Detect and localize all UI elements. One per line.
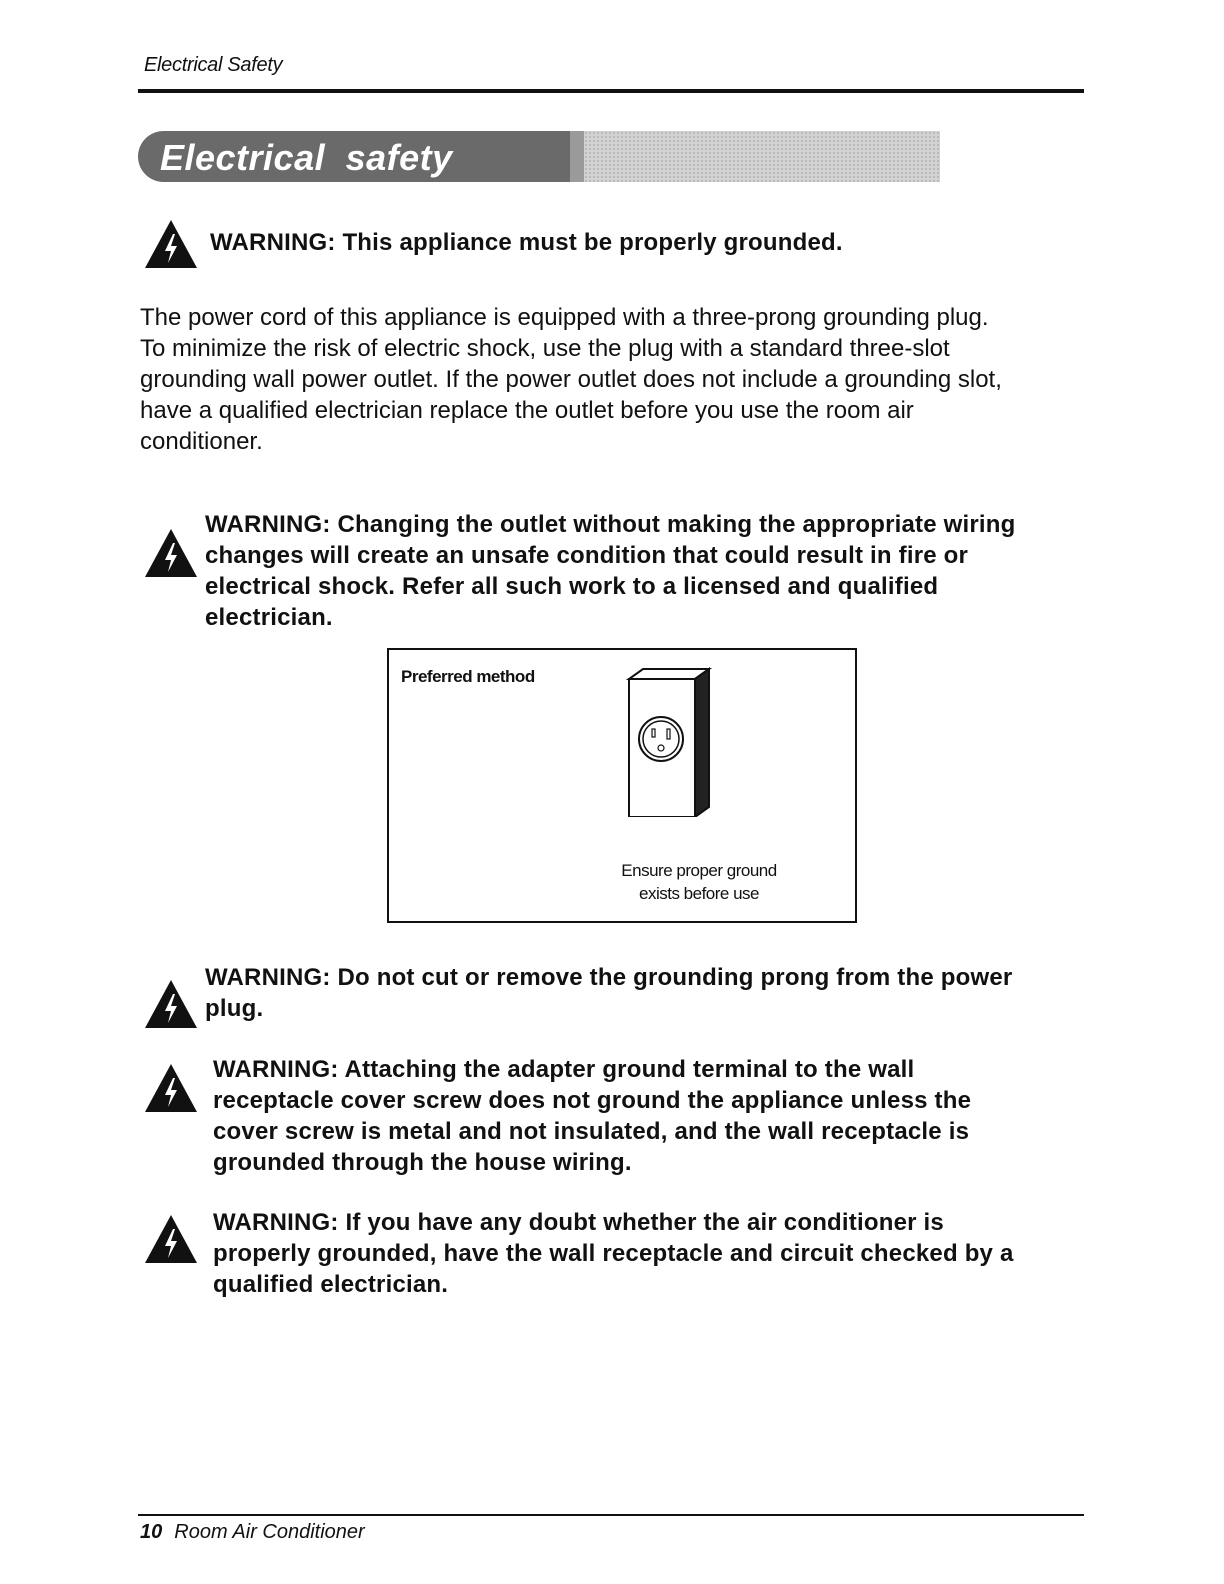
banner-mid-segment: [570, 131, 584, 182]
warning-shock-icon: [143, 978, 199, 1030]
warning-line: WARNING: Do not cut or remove the grounding prong from the power: [205, 964, 1013, 991]
page-number: 10: [140, 1521, 163, 1543]
figure-label: Preferred method: [401, 667, 535, 686]
paragraph-line: To minimize the risk of electric shock, use the plug with a standard three-slot: [140, 335, 950, 362]
warning-line: WARNING: Attaching the adapter ground terminal to the wall: [213, 1056, 915, 1083]
grounded-outlet-icon: [625, 665, 713, 817]
paragraph-line: conditioner.: [140, 428, 263, 455]
warning-line: WARNING: Changing the outlet without making the appropriate wiring: [205, 511, 1016, 538]
warning-line: grounded through the house wiring.: [213, 1149, 632, 1176]
caption-line: Ensure proper ground: [621, 861, 777, 880]
grounding-paragraph: [140, 302, 1002, 457]
paragraph-line: grounding wall power outlet. If the power outlet does not include a grounding slot,: [140, 366, 1002, 393]
running-header: Electrical Safety: [144, 54, 283, 76]
header-divider: [138, 89, 1084, 93]
warning-shock-icon: [143, 218, 199, 270]
warning-outlet-wiring: [205, 509, 1016, 633]
section-banner: [138, 131, 940, 182]
warning-line: receptacle cover screw does not ground the appliance unless the: [213, 1087, 972, 1114]
warning-grounding-prong: [205, 962, 1012, 1024]
warning-adapter-terminal: [213, 1054, 971, 1178]
warning-shock-icon: [143, 527, 199, 579]
warning-line: WARNING: If you have any doubt whether the air conditioner is: [213, 1209, 944, 1236]
figure-caption: [609, 859, 789, 905]
warning-line: changes will create an unsafe condition that could result in fire or: [205, 542, 969, 569]
warning-shock-icon: [143, 1062, 199, 1114]
warning-line: WARNING: This appliance must be properly grounded.: [210, 229, 843, 256]
section-title: Electrical safety: [160, 137, 453, 178]
footer-divider: [138, 1514, 1084, 1516]
warning-line: qualified electrician.: [213, 1271, 449, 1298]
paragraph-line: have a qualified electrician replace the outlet before you use the room air: [140, 397, 914, 424]
preferred-method-figure: [387, 648, 857, 923]
page-footer: [140, 1521, 365, 1544]
warning-line: plug.: [205, 995, 264, 1022]
warning-line: properly grounded, have the wall receptacle and circuit checked by a: [213, 1240, 1014, 1267]
warning-line: cover screw is metal and not insulated, and the wall receptacle is: [213, 1118, 970, 1145]
warning-line: electrician.: [205, 604, 333, 631]
paragraph-line: The power cord of this appliance is equipped with a three-prong grounding plug.: [140, 304, 989, 331]
footer-title: Room Air Conditioner: [174, 1521, 365, 1543]
caption-line: exists before use: [638, 884, 759, 903]
banner-light-segment: [584, 131, 940, 182]
warning-grounded: [210, 227, 843, 258]
warning-doubt-grounding: [213, 1207, 1014, 1300]
warning-shock-icon: [143, 1213, 199, 1265]
warning-line: electrical shock. Refer all such work to a licensed and qualified: [205, 573, 939, 600]
